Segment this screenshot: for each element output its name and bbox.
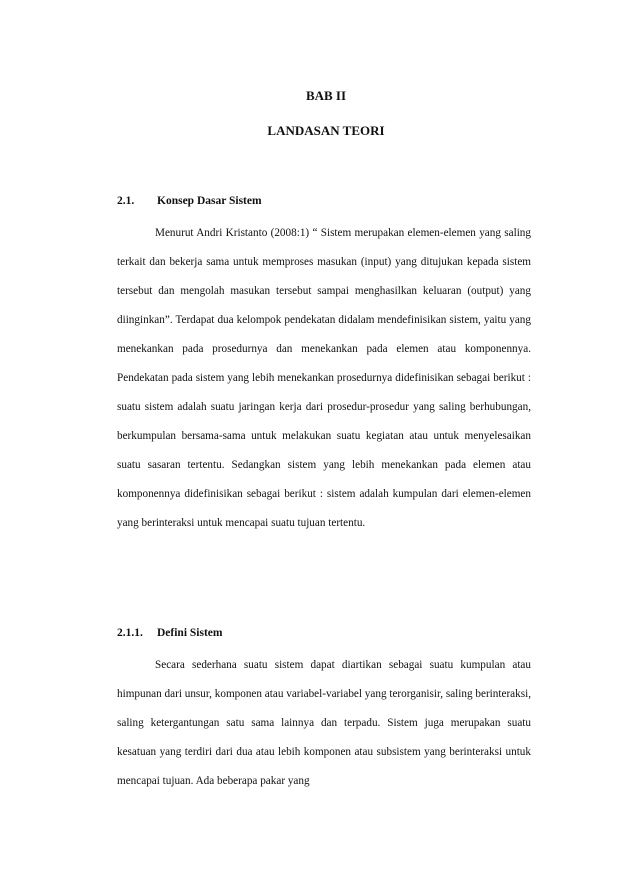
section-number: 2.1.1. (117, 627, 143, 639)
body-paragraph-konsep-dasar-sistem: Menurut Andri Kristanto (2008:1) “ Sistem merupakan elemen-elemen yang saling terkait dan bekerja sama untuk memproses masukan (input) yang ditujukan kepada sistem tersebut dan mengolah masukan tersebut sampai menghasilkan keluaran (output) yang diinginkan”. Terdapat dua kelompok pendekatan didalam mendefinisikan sistem, yaitu yang menekankan pada prosedurnya dan menekankan pada elemen atau komponennya. Pendekatan pada sistem yang lebih menekankan prosedurnya didefinisikan sebagai berikut : suatu sistem adalah suatu jaringan kerja dari prosedur-prosedur yang saling berhubungan, berkumpulan bersama-sama untuk melakukan suatu kegiatan atau untuk menyelesaikan suatu sasaran tertentu. Sedangkan sistem yang lebih menekankan pada elemen atau komponennya didefinisikan sebagai berikut : sistem adalah kumpulan dari elemen-elemen yang berinteraksi untuk mencapai suatu tujuan tertentu. (117, 227, 531, 529)
chapter-number: BAB II (305, 88, 347, 103)
section-number: 2.1. (117, 195, 135, 207)
section-title: Konsep Dasar Sistem (157, 195, 262, 207)
section-heading-2-1 (117, 195, 262, 207)
body-paragraph-definisi-sistem: Secara sederhana suatu sistem dapat diartikan sebagai suatu kumpulan atau himpunan dari unsur, komponen atau variabel-variabel yang terorganisir, saling berinteraksi, saling ketergantungan satu sama lainnya dan terpadu. Sistem juga merupakan suatu kesatuan yang terdiri dari dua atau lebih komponen atau subsistem yang berinteraksi untuk mencapai tujuan. Ada beberapa pakar yang (117, 659, 531, 787)
section-heading-2-1-1 (117, 627, 223, 639)
chapter-title: LANDASAN TEORI (267, 123, 385, 138)
section-title: Defini Sistem (157, 627, 223, 639)
